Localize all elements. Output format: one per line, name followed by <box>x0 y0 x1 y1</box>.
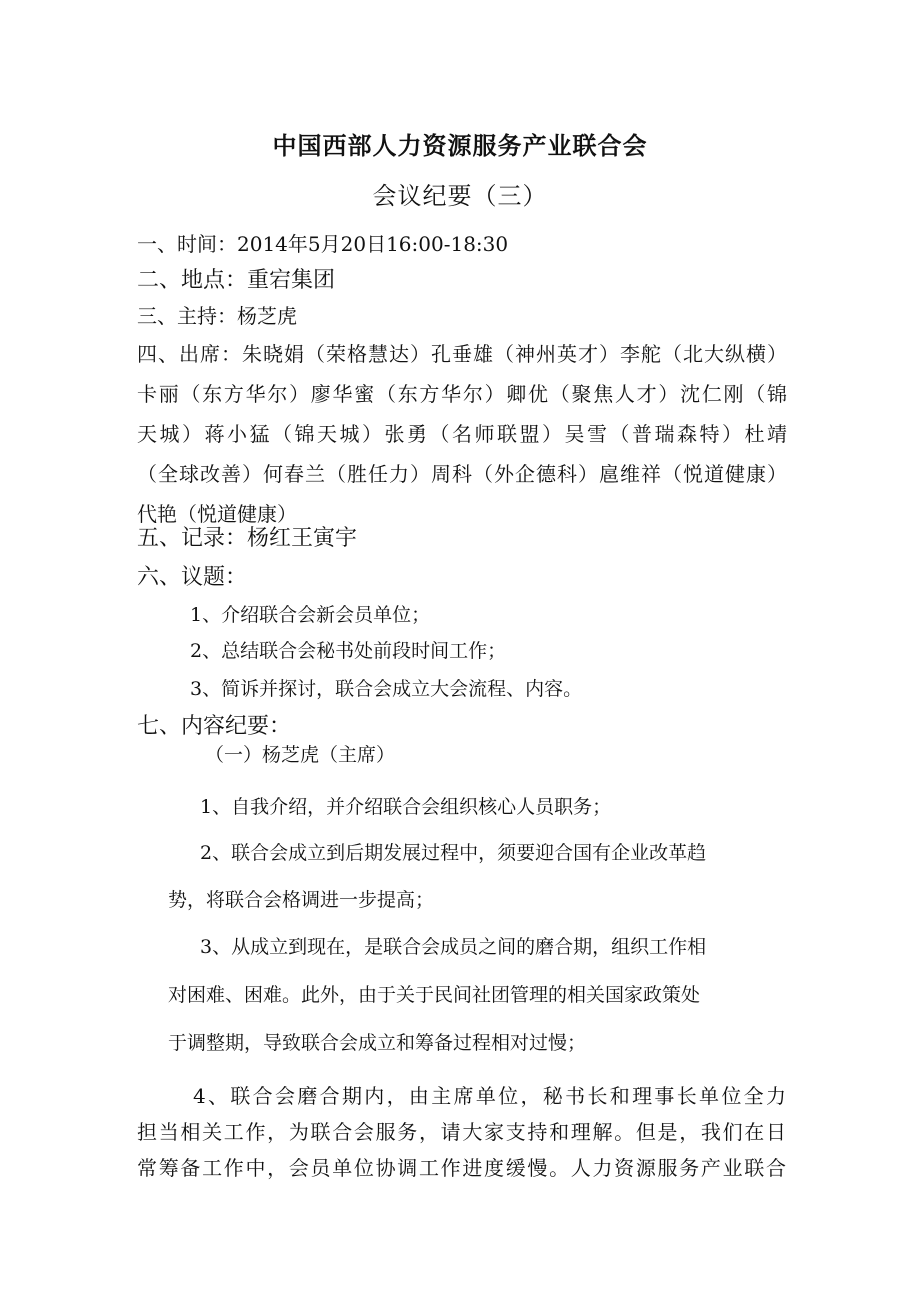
attendees-line: 代艳（悦道健康） <box>137 502 297 526</box>
attendees-line: 天城）蒋小猛（锦天城）张勇（名师联盟）吴雪（普瑞森特）杜靖 <box>137 422 787 446</box>
minutes-point-3-cont: 于调整期，导致联合会成立和筹备过程相对过慢； <box>168 1032 587 1054</box>
minutes-point-4-line: 4、联合会磨合期内，由主席单位，秘书长和理事长单位全力 <box>193 1084 786 1108</box>
minutes-point-4-line: 担当相关工作，为联合会服务，请大家支持和理解。但是，我们在日 <box>137 1120 786 1144</box>
minutes-point-4-line: 常筹备工作中，会员单位协调工作进度缓慢。人力资源服务产业联合 <box>137 1156 786 1180</box>
meeting-time: 一、时间：2014年5月20日16:00-18:30 <box>137 232 509 256</box>
topic-item: 3、简诉并探讨，联合会成立大会流程、内容。 <box>190 678 583 700</box>
attendees-line: （全球改善）何春兰（胜任力）周科（外企德科）扈维祥（悦道健康） <box>137 462 787 486</box>
minutes-point-2-cont: 势，将联合会格调进一步提高； <box>168 889 435 911</box>
meeting-place: 二、地点：重宕集团 <box>137 268 336 293</box>
minutes-point-3: 3、从成立到现在，是联合会成员之间的磨合期，组织工作相 <box>200 936 707 958</box>
attendees-block <box>137 334 787 534</box>
meeting-host: 三、主持：杨芝虎 <box>137 304 297 328</box>
minutes-point-2: 2、联合会成立到后期发展过程中，须要迎合国有企业改革趋 <box>200 842 707 864</box>
topic-item: 1、介绍联合会新会员单位； <box>190 604 431 626</box>
meeting-recorder: 五、记录：杨红王寅宇 <box>137 526 358 551</box>
topic-item: 2、总结联合会秘书处前段时间工作； <box>190 640 507 662</box>
speaker-heading: （一）杨芝虎（主席） <box>205 744 396 766</box>
minutes-point-1: 1、自我介绍，并介绍联合会组织核心人员职务； <box>200 796 612 818</box>
content-heading: 七、内容纪要： <box>137 714 292 739</box>
topics-heading: 六、议题： <box>137 565 248 590</box>
minutes-point-4 <box>137 1078 786 1186</box>
org-title: 中国西部人力资源服务产业联合会 <box>272 131 648 160</box>
minutes-point-3-cont: 对困难、困难。此外，由于关于民间社团管理的相关国家政策处 <box>168 984 701 1006</box>
attendees-line: 四、出席：朱晓娟（荣格慧达）孔垂雄（神州英才）李舵（北大纵横） <box>137 342 787 366</box>
attendees-line: 卡丽（东方华尔）廖华蜜（东方华尔）卿优（聚焦人才）沈仁刚（锦 <box>137 382 787 406</box>
doc-title: 会议纪要（三） <box>372 182 548 210</box>
